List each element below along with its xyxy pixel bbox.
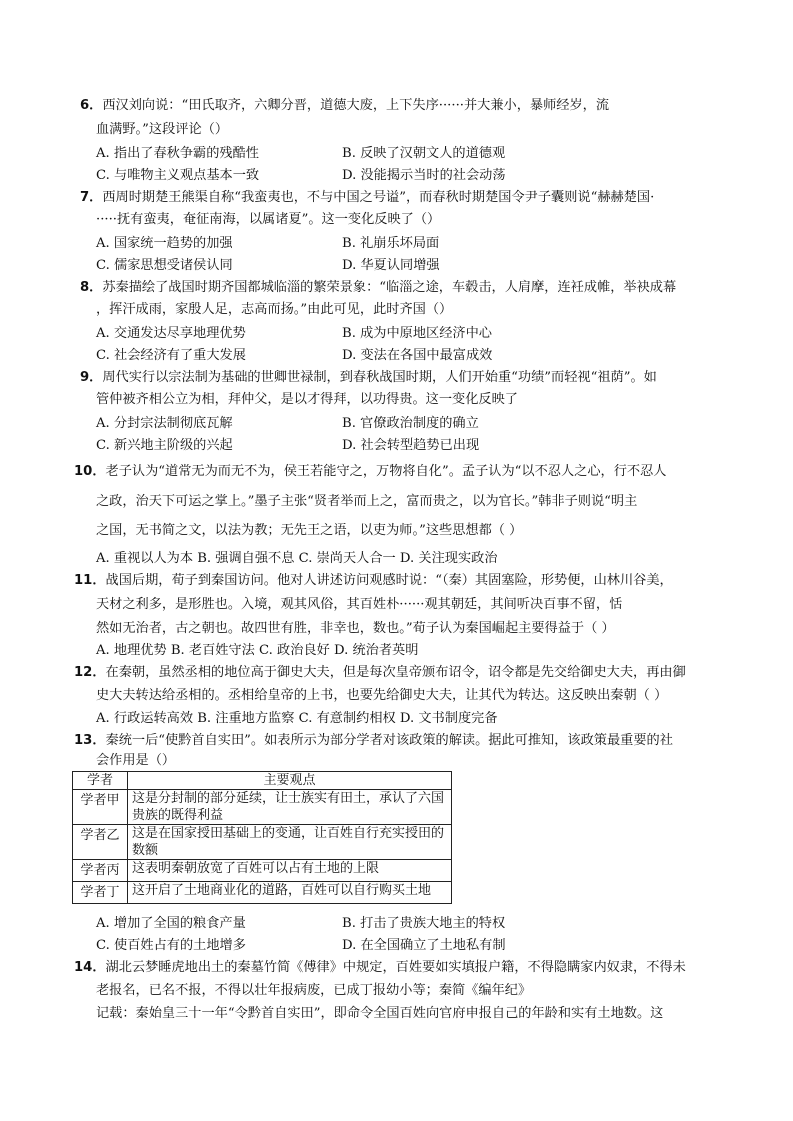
table-row: [73, 825, 452, 860]
q10-number: 10．: [74, 464, 106, 479]
q14-line-3: 记载：秦始皇三十一年“令黔首自实田”，即命令全国百姓向官府申报自己的年龄和实有土地数。这: [96, 1006, 664, 1021]
q10-options[interactable]: A. 重视以人为本 B. 强调自强不息 C. 崇尚天人合一 D. 关注现实政治: [96, 551, 498, 566]
table-cell-scholar: 学者丙: [73, 860, 128, 882]
q13-option-d[interactable]: D. 在全国确立了土地私有制: [342, 938, 506, 953]
q10-line-3: 之国，无书简之文，以法为教；无先王之语，以吏为师。”这些思想都（ ）: [96, 523, 523, 538]
q8-number: 8．: [80, 280, 103, 295]
q13-option-a[interactable]: A. 增加了全国的粮食产量: [96, 916, 246, 931]
q10-line-2: 之政，治天下可运之掌上。”墨子主张“贤者举而上之，富而贵之，以为官长。”韩非子则说“明主: [96, 494, 638, 509]
q12-options[interactable]: A. 行政运转高效 B. 注重地方监察 C. 有意制约相权 D. 文书制度完备: [96, 711, 498, 726]
q13-scholar-table: [72, 771, 452, 904]
q11-line-1: 11．战国后期，荀子到秦国访问。他对人讲述访问观感时说：“（秦）其固塞险，形势便，山林川谷美，: [74, 573, 673, 588]
table-cell-scholar: 学者乙: [73, 825, 128, 860]
q14-line-2: 老报名，已名不报，不得以壮年报病废，已成丁报幼小等；秦简《编年纪》: [96, 983, 532, 998]
q12-line-2: 史大夫转达给丞相的。丞相给皇帝的上书，也要先给御史大夫，让其代为转达。这反映出秦朝（ ）: [96, 688, 668, 703]
q12-line-1: 12．在秦朝，虽然丞相的地位高于御史大夫，但是每次皇帝颁布诏令，诏令都是先交给御史大夫，再由御: [74, 665, 686, 680]
q8-option-b[interactable]: B. 成为中原地区经济中心: [342, 326, 492, 341]
q6-option-b[interactable]: B. 反映了汉朝文人的道德观: [342, 146, 506, 161]
table-header-view: 主要观点: [128, 772, 452, 790]
q11-options[interactable]: A. 地理优势 B. 老百姓守法 C. 政治良好 D. 统治者英明: [96, 643, 419, 658]
q13-option-b[interactable]: B. 打击了贵族大地主的特权: [342, 916, 506, 931]
table-header-scholar: 学者: [73, 772, 128, 790]
q7-option-b[interactable]: B. 礼崩乐坏局面: [342, 236, 440, 251]
q11-line-3: 然如无治者，古之朝也。故四世有胜，非幸也，数也。”荀子认为秦国崛起主要得益于（ ）: [96, 621, 615, 636]
table-cell-view: 这表明秦朝放宽了百姓可以占有土地的上限: [128, 860, 452, 882]
q13-option-c[interactable]: C. 使百姓占有的土地增多: [96, 938, 246, 953]
q9-line-2: 管仲被齐相公立为相，拜仲父，是以才得拜，以功得贵。这一变化反映了: [96, 392, 518, 407]
q6-number: 6．: [80, 98, 103, 113]
q10-line-1: 10．老子认为“道常无为而无不为，侯王若能守之，万物将自化”。孟子认为“以不忍人之心，行不忍人: [74, 464, 667, 479]
q14-line-1: 14．湖北云梦睡虎地出土的秦墓竹简《傅律》中规定，百姓要如实填报户籍，不得隐瞒家内奴隶，不得未: [74, 960, 686, 975]
q9-option-b[interactable]: B. 官僚政治制度的确立: [342, 416, 479, 431]
table-row: [73, 790, 452, 825]
q11-number: 11．: [74, 573, 106, 588]
table-cell-view: 这是分封制的部分延续，让士族实有田土，承认了六国贵族的既得利益: [128, 790, 452, 825]
q6-option-c[interactable]: C. 与唯物主义观点基本一致: [96, 168, 260, 183]
q7-option-a[interactable]: A. 国家统一趋势的加强: [96, 236, 233, 251]
q14-number: 14．: [74, 960, 106, 975]
q7-line-1: 7．西周时期楚王熊渠自称“我蛮夷也，不与中国之号谥”，而春秋时期楚国令尹子囊则说“赫赫楚国·: [80, 190, 655, 205]
q6-option-a[interactable]: A. 指出了春秋争霸的残酷性: [96, 146, 259, 161]
q7-option-c[interactable]: C. 儒家思想受诸侯认同: [96, 258, 233, 273]
table-cell-view: 这开启了土地商业化的道路，百姓可以自行购买土地: [128, 882, 452, 904]
q7-option-d[interactable]: D. 华夏认同增强: [342, 258, 440, 273]
q13-line-1: 13．秦统一后“使黔首自实田”。如表所示为部分学者对该政策的解读。据此可推知，该政策最重要的社: [74, 733, 673, 748]
q9-number: 9．: [80, 370, 103, 385]
table-cell-view: 这是在国家授田基础上的变通，让百姓自行充实授田的数额: [128, 825, 452, 860]
table-cell-scholar: 学者丁: [73, 882, 128, 904]
table-cell-scholar: 学者甲: [73, 790, 128, 825]
q6-line-2: 血满野。”这段评论（）: [96, 122, 229, 137]
q6-line-1: 6．西汉刘向说：“田氏取齐，六卿分晋，道德大废，上下失序······并大兼小，暴师经岁，流: [80, 98, 610, 113]
table-row: [73, 882, 452, 904]
q8-option-a[interactable]: A. 交通发达尽享地理优势: [96, 326, 246, 341]
q12-number: 12．: [74, 665, 106, 680]
q9-line-1: 9．周代实行以宗法制为基础的世卿世禄制，到春秋战国时期，人们开始重“功绩”而轻视“祖荫”。如: [80, 370, 657, 385]
q13-line-2: 会作用是（）: [96, 753, 176, 768]
q8-option-c[interactable]: C. 社会经济有了重大发展: [96, 348, 246, 363]
q11-line-2: 天材之利多，是形胜也。入境，观其风俗，其百姓朴······观其朝廷，其间听决百事不留，恬: [96, 597, 623, 612]
q8-option-d[interactable]: D. 变法在各国中最富成效: [342, 348, 493, 363]
q8-line-2: ，挥汗成雨，家殷人足，志高而扬。”由此可见，此时齐国（）: [96, 302, 453, 317]
q13-number: 13．: [74, 733, 106, 748]
q7-line-2: ·····抚有蛮夷，奄征南海，以属诸夏”。这一变化反映了（）: [96, 212, 441, 227]
q9-option-d[interactable]: D. 社会转型趋势已出现: [342, 438, 480, 453]
table-header-row: [73, 772, 452, 790]
q9-option-c[interactable]: C. 新兴地主阶级的兴起: [96, 438, 233, 453]
table-row: [73, 860, 452, 882]
q8-line-1: 8．苏秦描绘了战国时期齐国都城临淄的繁荣景象：“临淄之途，车毂击，人肩摩，连衽成帷，举袂成幕: [80, 280, 677, 295]
q7-number: 7．: [80, 190, 103, 205]
q9-option-a[interactable]: A. 分封宗法制彻底瓦解: [96, 416, 233, 431]
q6-option-d[interactable]: D. 没能揭示当时的社会动荡: [342, 168, 506, 183]
